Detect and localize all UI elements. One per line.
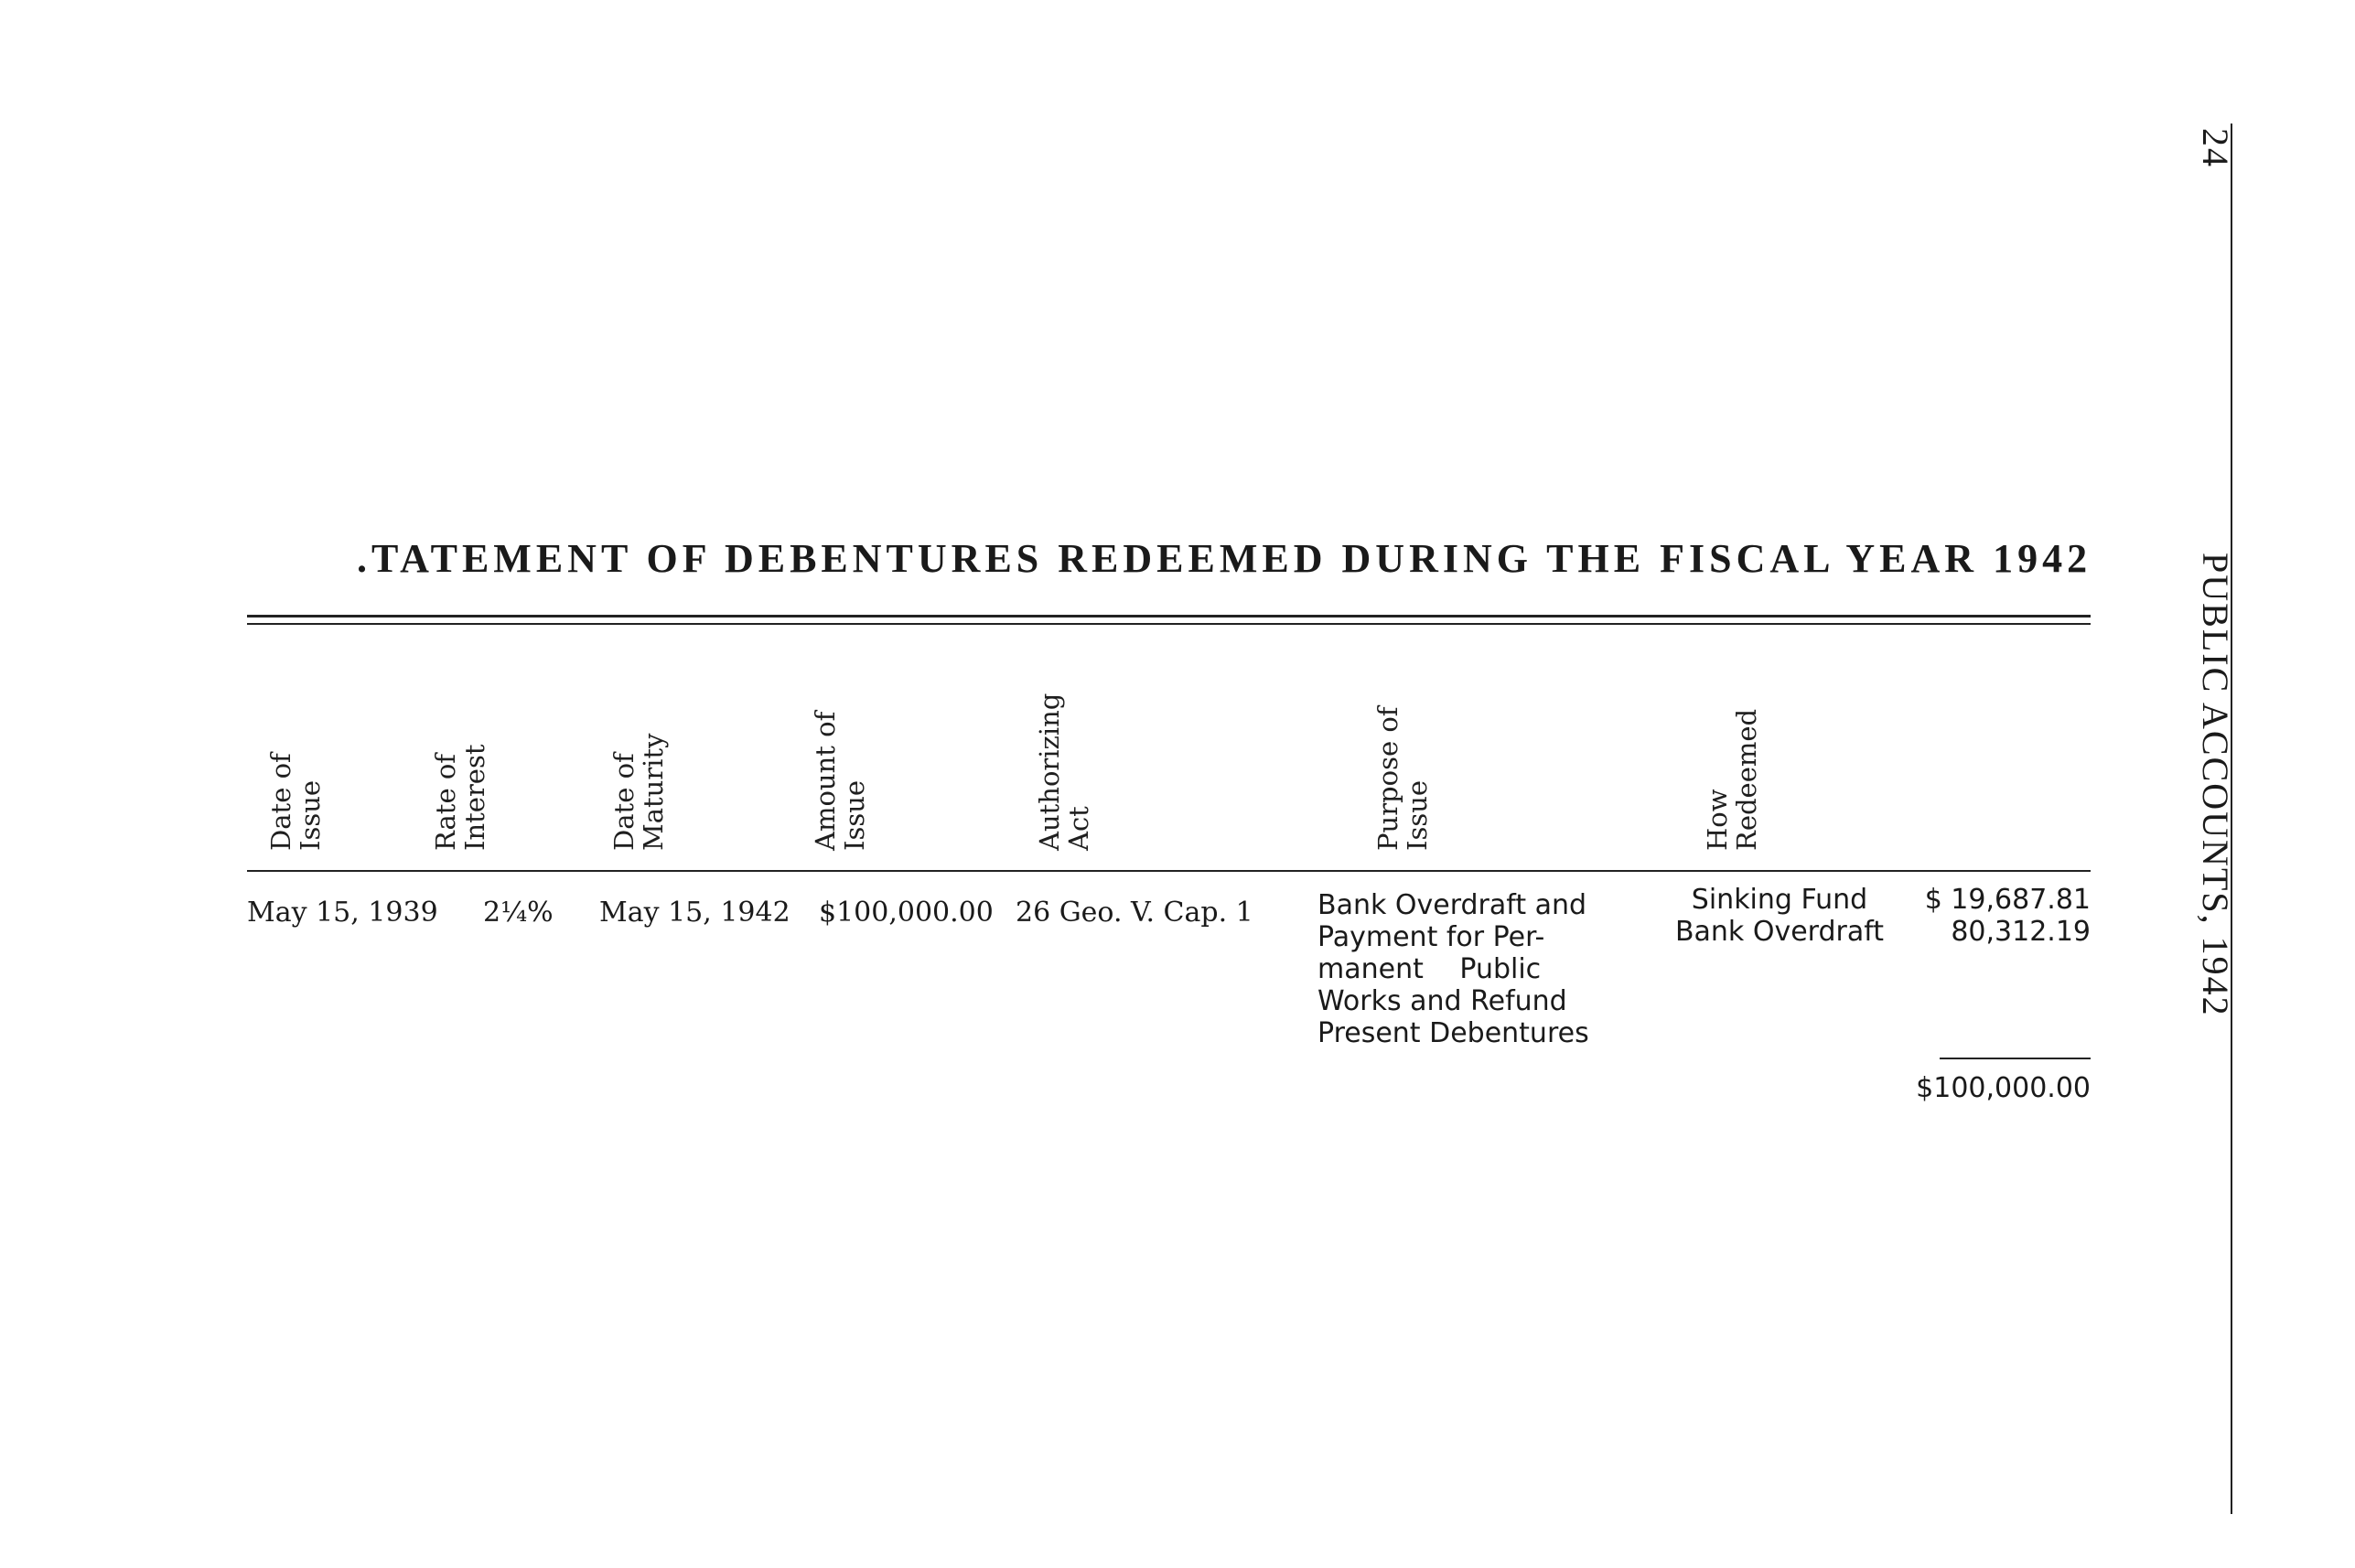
header-amount-line1: Amount of <box>810 711 841 851</box>
header-date-of-maturity <box>608 640 669 851</box>
header-date-of-issue-line1: Date of <box>265 753 296 851</box>
header-act-line2: Act <box>1063 806 1094 851</box>
running-head <box>2195 128 2238 1017</box>
title-rule-top <box>247 615 2091 618</box>
purpose-line: Payment for Per- <box>1317 921 1545 953</box>
cell-how-redeemed <box>1647 884 1912 948</box>
amount-bank-overdraft: 80,312.19 <box>1951 916 2091 948</box>
title-rule-bottom <box>247 623 2091 625</box>
header-act-line1: Authorizing <box>1034 693 1065 851</box>
purpose-line: manent Public <box>1317 953 1542 985</box>
running-head-text: PUBLIC ACCOUNTS, 1942 <box>2195 553 2236 1017</box>
purpose-line: Present Debentures <box>1317 1017 1589 1049</box>
cell-amounts <box>1903 884 2091 948</box>
header-how-line2: Redeemed <box>1731 708 1762 851</box>
table-title: .TATEMENT OF DEBENTURES REDEEMED DURING THE FISCAL YEAR 1942 <box>357 536 2092 581</box>
cell-date-of-issue: May 15, 1939 <box>247 897 438 929</box>
header-purpose-line1: Purpose of <box>1372 706 1403 851</box>
total-rule <box>1940 1058 2091 1059</box>
header-rate-line2: Interest <box>459 744 490 851</box>
cell-purpose-of-issue <box>1317 889 1619 1049</box>
purpose-line: Bank Overdraft and <box>1317 889 1587 921</box>
amount-sinking-fund: $ 19,687.81 <box>1924 884 2091 916</box>
how-redeemed-line: Sinking Fund <box>1691 884 1868 916</box>
total-amount: $100,000.00 <box>1916 1072 2091 1104</box>
header-maturity-line2: Maturity <box>638 733 669 851</box>
header-how-redeemed <box>1702 640 1762 851</box>
header-maturity-line1: Date of <box>608 753 640 851</box>
header-purpose-of-issue <box>1372 640 1433 851</box>
purpose-line: Works and Refund <box>1317 985 1567 1017</box>
header-how-line1: How <box>1702 789 1733 851</box>
header-amount-line2: Issue <box>839 779 870 851</box>
cell-authorizing-act: 26 Geo. V. Cap. 1 <box>1016 897 1253 929</box>
header-rate-of-interest <box>430 640 490 851</box>
header-amount-of-issue <box>810 640 870 851</box>
header-rule <box>247 870 2091 872</box>
header-purpose-line2: Issue <box>1402 779 1433 851</box>
header-date-of-issue-line2: Issue <box>295 779 326 851</box>
page-number: 24 <box>2195 128 2236 168</box>
header-date-of-issue <box>265 640 326 851</box>
how-redeemed-line: Bank Overdraft <box>1674 916 1885 948</box>
cell-amount-of-issue: $100,000.00 <box>819 897 994 929</box>
header-authorizing-act <box>1034 640 1094 851</box>
header-rate-line1: Rate of <box>430 753 461 851</box>
cell-date-of-maturity: May 15, 1942 <box>599 897 790 929</box>
cell-rate-of-interest: 2¼% <box>483 897 554 929</box>
